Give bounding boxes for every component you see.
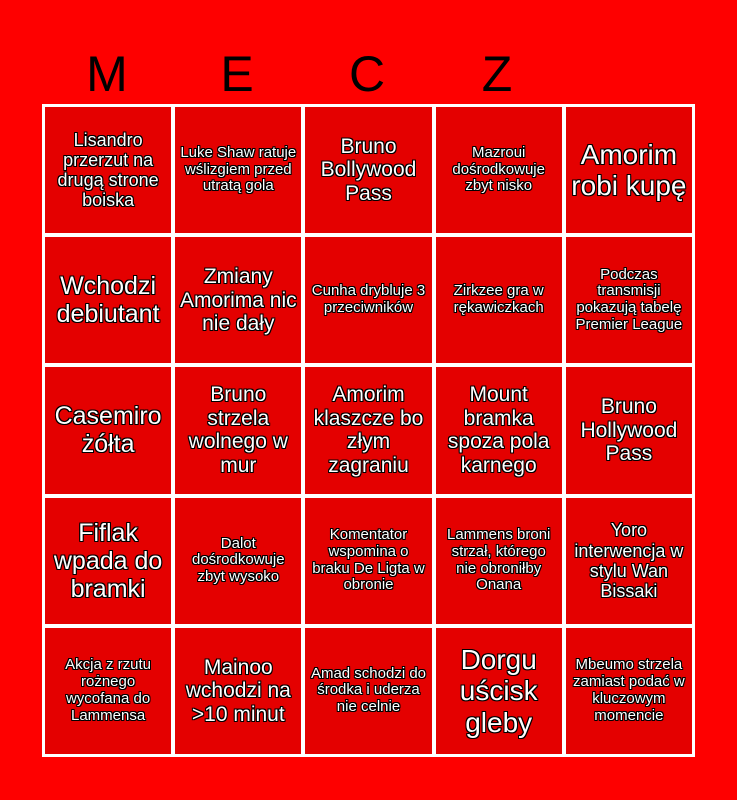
bingo-cell-r2c2[interactable] <box>175 237 301 363</box>
bingo-cell-r3c3[interactable] <box>305 367 431 493</box>
cell-text: Zirkzee gra w rękawiczkach <box>453 282 544 317</box>
bingo-cell-r1c4[interactable] <box>436 107 562 233</box>
bingo-cell-r1c5[interactable] <box>566 107 692 233</box>
cell-text: Fiflak wpada do bramki <box>53 518 163 603</box>
cell-text: Dalot dośrodkowuje zbyt wysoko <box>192 534 285 586</box>
cell-text: Komentator wspomina o braku De Ligta w obronie <box>312 526 425 594</box>
bingo-grid <box>42 104 695 757</box>
cell-text: Wchodzi debiutant <box>56 272 160 329</box>
cell-text: Bruno Bollywood Pass <box>320 134 417 205</box>
cell-text: Amorim klaszcze bo złym zagraniu <box>313 383 424 477</box>
cell-text: Dorgu uścisk gleby <box>459 643 538 738</box>
header-letter-m: M <box>86 46 128 102</box>
bingo-cell-r2c4[interactable] <box>436 237 562 363</box>
bingo-cell-r3c4[interactable] <box>436 367 562 493</box>
cell-text: Bruno strzela wolnego w mur <box>188 383 288 477</box>
cell-text: Zmiany Amorima nic nie dały <box>179 265 297 336</box>
cell-text: Luke Shaw ratuje wślizgiem przed utratą gola <box>180 143 297 195</box>
cell-text: Podczas transmisji pokazują tabelę Premier League <box>575 265 683 334</box>
bingo-cell-r4c5[interactable] <box>566 498 692 624</box>
bingo-cell-r2c5[interactable] <box>566 237 692 363</box>
bingo-cell-r3c5[interactable] <box>566 367 692 493</box>
bingo-cell-r5c2[interactable] <box>175 628 301 754</box>
bingo-cell-r2c3[interactable] <box>305 237 431 363</box>
cell-text: Mazroui dośrodkowuje zbyt nisko <box>452 143 545 195</box>
bingo-cell-r3c2[interactable] <box>175 367 301 493</box>
bingo-cell-r1c2[interactable] <box>175 107 301 233</box>
cell-text: Casemiro żółta <box>54 402 162 459</box>
cell-text: Mainoo wchodzi na >10 minut <box>185 655 291 726</box>
bingo-cell-r5c1[interactable] <box>45 628 171 754</box>
bingo-cell-r4c3[interactable] <box>305 498 431 624</box>
header-letter-e: E <box>220 46 254 102</box>
bingo-cell-r1c3[interactable] <box>305 107 431 233</box>
cell-text: Cunha drybluje 3 przeciwników <box>311 282 426 317</box>
cell-text: Amad schodzi do środka i uderza nie celnie <box>310 664 427 716</box>
bingo-cell-r4c1[interactable] <box>45 498 171 624</box>
bingo-cell-r2c1[interactable] <box>45 237 171 363</box>
cell-text: Lammens broni strzał, którego nie obroniłby Onana <box>447 526 551 594</box>
cell-text: Lisandro przerzut na drugą strone boiska <box>57 129 159 211</box>
bingo-cell-r3c1[interactable] <box>45 367 171 493</box>
cell-text: Akcja z rzutu rożnego wycofana do Lammensa <box>65 656 152 724</box>
bingo-cell-r5c4[interactable] <box>436 628 562 754</box>
bingo-cell-r1c1[interactable] <box>45 107 171 233</box>
cell-text: Bruno Hollywood Pass <box>580 395 678 466</box>
header-letter-z: Z <box>481 46 513 102</box>
bingo-header <box>42 44 692 104</box>
cell-text: Amorim robi kupę <box>571 138 687 202</box>
bingo-cell-r4c4[interactable] <box>436 498 562 624</box>
header-letter-c: C <box>348 46 386 102</box>
cell-text: Yoro interwencja w stylu Wan Bissaki <box>574 520 684 601</box>
bingo-cell-r5c3[interactable] <box>305 628 431 754</box>
cell-text: Mount bramka spoza pola karnego <box>447 383 550 477</box>
cell-text: Mbeumo strzela zamiast podać w kluczowym momencie <box>573 656 685 724</box>
bingo-cell-r5c5[interactable] <box>566 628 692 754</box>
bingo-cell-r4c2[interactable] <box>175 498 301 624</box>
